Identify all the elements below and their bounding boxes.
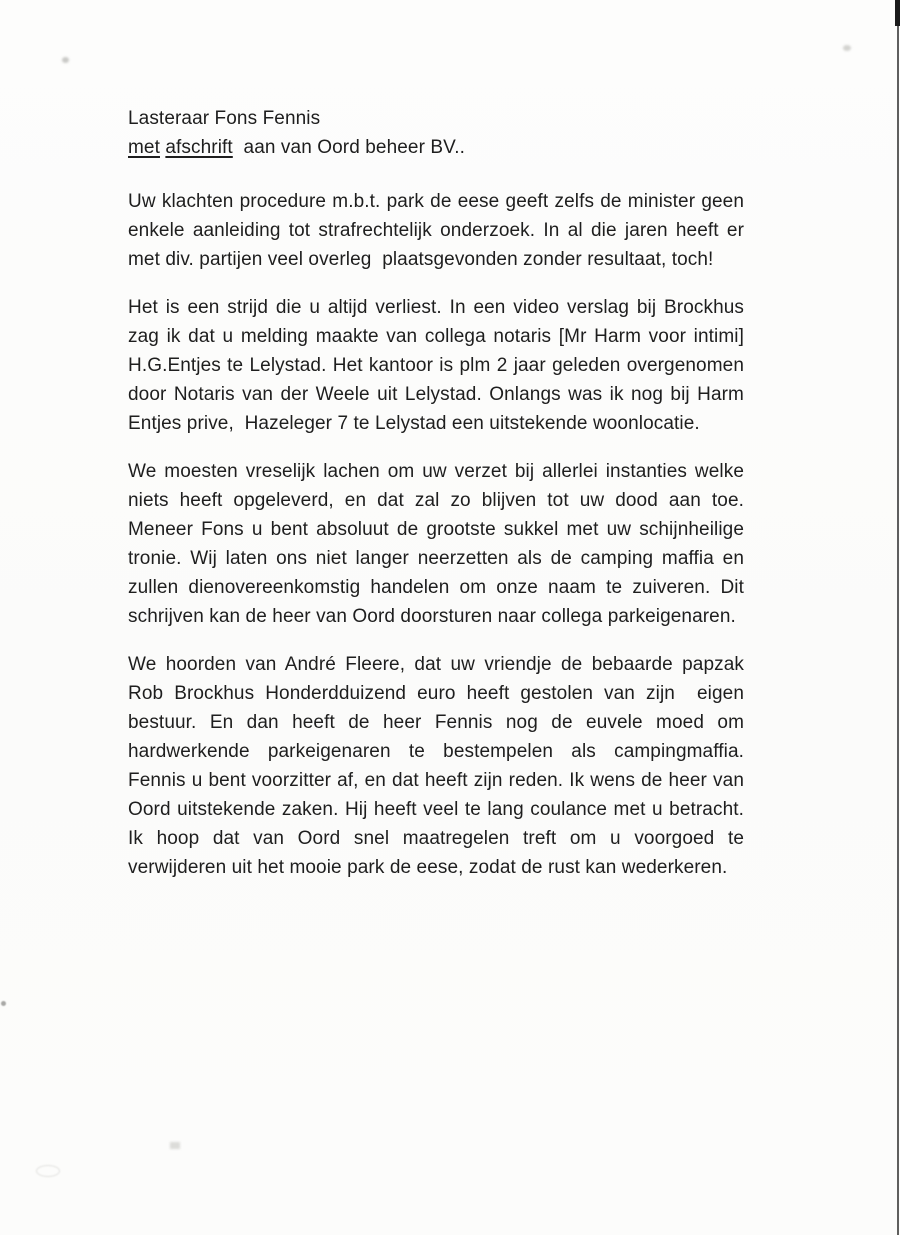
- letter-line: niets heeft opgeleverd, en dat zal zo blijven tot uw dood aan toe.: [128, 490, 744, 511]
- underlined-word: afschrift: [165, 137, 233, 158]
- scan-speck: [36, 1165, 60, 1177]
- letter-line: verwijderen uit het mooie park de eese, zodat de rust kan wederkeren.: [128, 857, 728, 878]
- header-line-addressee: Lasteraar Fons Fennis: [128, 108, 321, 129]
- letter-line: We moesten vreselijk lachen om uw verzet bij allerlei instanties welke: [128, 461, 744, 482]
- header-text: aan van Oord beheer BV..: [232, 137, 465, 158]
- letter-line: bestuur. En dan heeft de heer Fennis nog de euvele moed om: [128, 712, 744, 733]
- scan-corner-mark: [895, 0, 900, 26]
- letter-line: Fennis u bent voorzitter af, en dat heeft zijn reden. Ik wens de heer van: [128, 770, 744, 791]
- letter-line: tronie. Wij laten ons niet langer neerzetten als de camping maffia en: [128, 548, 744, 569]
- letter-line: met div. partijen veel overleg plaatsgevonden zonder resultaat, toch!: [128, 249, 714, 270]
- letter-line: Ik hoop dat van Oord snel maatregelen treft om u voorgoed te: [128, 828, 744, 849]
- scan-speck: [170, 1142, 180, 1149]
- letter-line: H.G.Entjes te Lelystad. Het kantoor is plm 2 jaar geleden overgenomen: [128, 355, 744, 376]
- underlined-word: met: [128, 137, 160, 158]
- scan-speck: [62, 57, 69, 63]
- letter-line: Het is een strijd die u altijd verliest. In een video verslag bij Brockhus: [128, 297, 744, 318]
- scan-speck: [1, 1001, 6, 1006]
- letter-line: hardwerkende parkeigenaren te bestempelen als campingmaffia.: [128, 741, 744, 762]
- letter-line: Uw klachten procedure m.b.t. park de eese geeft zelfs de minister geen: [128, 191, 744, 212]
- letter-paragraph: [128, 650, 744, 882]
- letter-line: zullen dienovereenkomstig handelen om onze naam te zuiveren. Dit: [128, 577, 744, 598]
- scan-right-edge-line: [897, 0, 899, 1235]
- letter-line: Entjes prive, Hazeleger 7 te Lelystad een uitstekende woonlocatie.: [128, 413, 700, 434]
- letter-line: door Notaris van der Weele uit Lelystad. Onlangs was ik nog bij Harm: [128, 384, 744, 405]
- letter-line: Oord uitstekende zaken. Hij heeft veel te lang coulance met u betracht.: [128, 799, 744, 820]
- letter-paragraph: [128, 293, 744, 438]
- header-line-cc: [128, 133, 744, 162]
- letter-header: [128, 104, 744, 162]
- letter-body: [128, 104, 744, 901]
- letter-line: Rob Brockhus Honderdduizend euro heeft gestolen van zijn eigen: [128, 683, 744, 704]
- letter-line: zag ik dat u melding maakte van collega notaris [Mr Harm voor intimi]: [128, 326, 744, 347]
- letter-line: enkele aanleiding tot strafrechtelijk onderzoek. In al die jaren heeft er: [128, 220, 744, 241]
- letter-paragraphs: [128, 187, 744, 882]
- letter-paragraph: [128, 187, 744, 274]
- letter-line: schrijven kan de heer van Oord doorsturen naar collega parkeigenaren.: [128, 606, 736, 627]
- letter-paragraph: [128, 457, 744, 631]
- letter-line: Meneer Fons u bent absoluut de grootste sukkel met uw schijnheilige: [128, 519, 744, 540]
- letter-line: We hoorden van André Fleere, dat uw vriendje de bebaarde papzak: [128, 654, 744, 675]
- scan-speck: [843, 45, 851, 51]
